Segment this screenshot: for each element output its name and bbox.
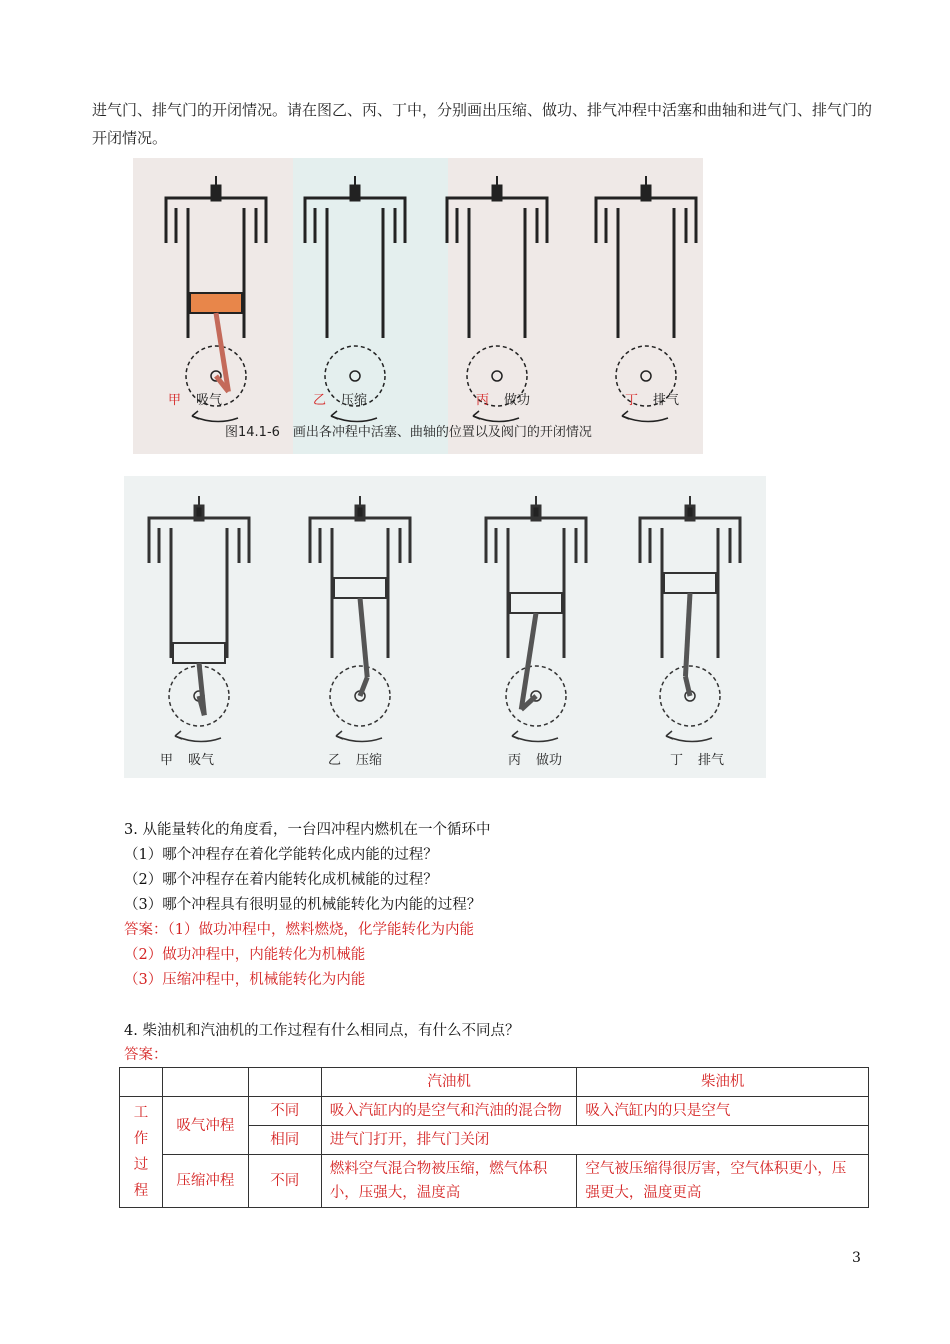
stroke-label-text: 压缩 — [341, 393, 368, 408]
stroke-label-mark: 丁 — [625, 393, 639, 408]
header-diesel: 柴油机 — [577, 1068, 869, 1097]
stroke-label-mark: 乙 — [328, 753, 342, 768]
q3-title: 3. 从能量转化的角度看，一台四冲程内燃机在一个循环中 — [124, 822, 491, 838]
stroke-label-mark: 丙 — [508, 753, 522, 768]
table-cell-empty — [162, 1068, 248, 1097]
engine-answer-photo — [124, 476, 766, 778]
kind-different: 不同 — [248, 1097, 321, 1126]
kind-same: 相同 — [248, 1126, 321, 1155]
table-row — [120, 1155, 869, 1208]
q3-item-3: （3）哪个冲程具有很明显的机械能转化为内能的过程？ — [124, 897, 482, 913]
group-label — [120, 1097, 163, 1208]
compression-diesel: 空气被压缩得很厉害，空气体积更小，压强更大，温度更高 — [577, 1155, 869, 1208]
stroke-label-mark: 甲 — [160, 753, 174, 768]
page-number: 3 — [852, 1250, 861, 1266]
figure-caption: 图14.1-6 画出各冲程中活塞、曲轴的位置以及阀门的开闭情况 — [225, 425, 592, 440]
intake-gasoline: 吸入汽缸内的是空气和汽油的混合物 — [321, 1097, 577, 1126]
stroke-label-mark: 丁 — [670, 753, 684, 768]
intake-same: 进气门打开，排气门关闭 — [321, 1126, 868, 1155]
stroke-label-text: 做功 — [504, 393, 531, 408]
header-gasoline: 汽油机 — [321, 1068, 577, 1097]
stroke-label-text: 吸气 — [196, 393, 223, 408]
stroke-label-text: 压缩 — [356, 753, 383, 768]
stroke-label-text: 吸气 — [188, 753, 215, 768]
intake-diesel: 吸入汽缸内的只是空气 — [577, 1097, 869, 1126]
stroke-intake: 吸气冲程 — [162, 1097, 248, 1155]
q4-title: 4. 柴油机和汽油机的工作过程有什么相同点，有什么不同点？ — [124, 1023, 520, 1039]
compression-gasoline: 燃料空气混合物被压缩，燃气体积小，压强大，温度高 — [321, 1155, 577, 1208]
stroke-label-text: 排气 — [653, 393, 680, 408]
q3-item-2: （2）哪个冲程存在着内能转化成机械能的过程？ — [124, 872, 438, 888]
q3-answer-3: （3）压缩冲程中，机械能转化为内能 — [124, 972, 366, 988]
q3-answer-1: 答案：（1）做功冲程中，燃料燃烧，化学能转化为内能 — [124, 922, 474, 938]
comparison-table — [119, 1067, 869, 1208]
stroke-label-text: 排气 — [698, 753, 725, 768]
intro-paragraph: 进气门、排气门的开闭情况。请在图乙、丙、丁中，分别画出压缩、做功、排气冲程中活塞和曲轴和进气门、排气门的开闭情况。 — [92, 101, 873, 147]
q3-answer-2: （2）做功冲程中，内能转化为机械能 — [124, 947, 366, 963]
table-cell-empty — [248, 1068, 321, 1097]
q3-item-1: （1）哪个冲程存在着化学能转化成内能的过程？ — [124, 847, 438, 863]
group-label-text: 工作过程 — [133, 1105, 149, 1199]
table-row — [120, 1097, 869, 1126]
table-cell-empty — [120, 1068, 163, 1097]
stroke-label-mark: 乙 — [313, 393, 327, 408]
kind-different: 不同 — [248, 1155, 321, 1208]
stroke-label-mark: 甲 — [168, 393, 182, 408]
stroke-compression: 压缩冲程 — [162, 1155, 248, 1208]
table-header-row — [120, 1068, 869, 1097]
stroke-label-mark: 丙 — [476, 393, 490, 408]
q4-answer-label: 答案： — [124, 1047, 168, 1063]
stroke-label-text: 做功 — [536, 753, 563, 768]
engine-exercise-photo — [133, 158, 703, 454]
